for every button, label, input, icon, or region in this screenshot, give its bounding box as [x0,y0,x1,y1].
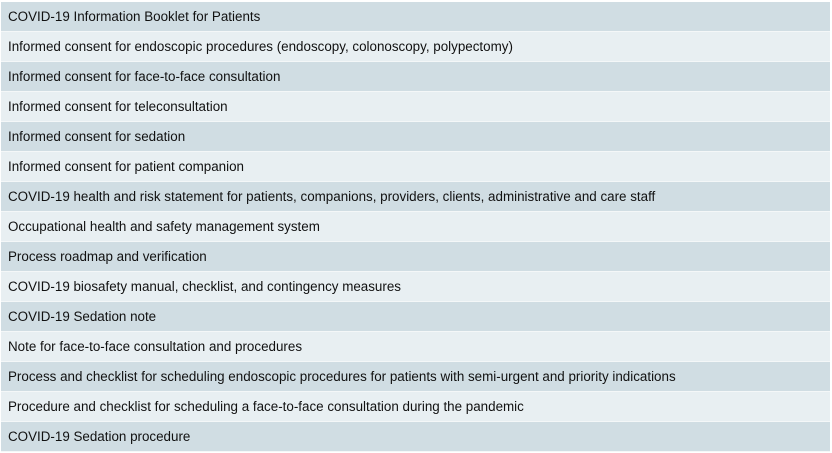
table-row: Occupational health and safety management system [1,212,830,242]
table-row: COVID-19 Sedation note [1,302,830,332]
table-row: COVID-19 biosafety manual, checklist, and contingency measures [1,272,830,302]
table-row: Informed consent for endoscopic procedures (endoscopy, colonoscopy, polypectomy) [1,32,830,62]
table-row: COVID-19 Information Booklet for Patients [1,2,830,32]
table-row: Process roadmap and verification [1,242,830,272]
table-row: COVID-19 Sedation procedure [1,422,830,452]
table-row: Procedure and checklist for scheduling a face-to-face consultation during the pandemic [1,392,830,422]
table-row: Process and checklist for scheduling endoscopic procedures for patients with semi-urgent and priority indications [1,362,830,392]
table-row: COVID-19 health and risk statement for patients, companions, providers, clients, administrative and care staff [1,182,830,212]
document-list-table [1,2,830,452]
table-row: Informed consent for patient companion [1,152,830,182]
table-row: Informed consent for teleconsultation [1,92,830,122]
table-row: Informed consent for face-to-face consultation [1,62,830,92]
table-row: Informed consent for sedation [1,122,830,152]
table-row: Note for face-to-face consultation and procedures [1,332,830,362]
